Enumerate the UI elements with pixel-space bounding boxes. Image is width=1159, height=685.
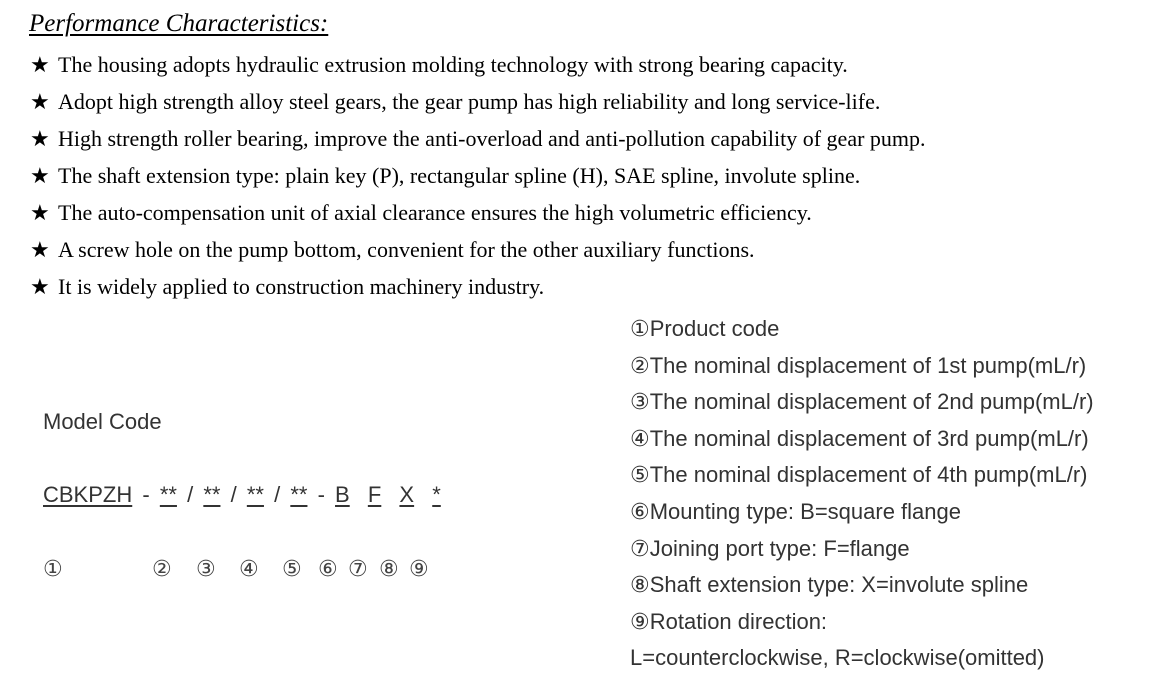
legend-item: ⑧Shaft extension type: X=involute spline xyxy=(630,572,1029,598)
code-slash: / xyxy=(230,482,237,507)
model-code-label: Model Code xyxy=(43,409,162,434)
legend-item: L=counterclockwise, R=clockwise(omitted) xyxy=(630,645,1045,671)
marker-9: ⑨ xyxy=(409,556,429,581)
feature-item xyxy=(30,46,926,83)
feature-list xyxy=(30,46,926,305)
marker-6: ⑥ xyxy=(318,556,338,581)
star-icon: ★ xyxy=(30,200,50,225)
legend-item: ⑨Rotation direction: xyxy=(630,608,828,634)
code-rotation: * xyxy=(432,482,441,507)
marker-3: ③ xyxy=(196,556,216,581)
legend-item: ⑥Mounting type: B=square flange xyxy=(630,498,961,524)
legend-item: ④The nominal displacement of 3rd pump(mL/r) xyxy=(630,425,1089,451)
legend-item: ①Product code xyxy=(630,316,780,341)
feature-text: The auto-compensation unit of axial clearance ensures the high volumetric efficiency. xyxy=(58,200,812,225)
feature-text: The shaft extension type: plain key (P), rectangular spline (H), SAE spline, involute spline. xyxy=(58,163,861,188)
code-dash: - xyxy=(142,482,150,507)
star-icon: ★ xyxy=(30,237,50,262)
legend-item: ③The nominal displacement of 2nd pump(mL/r) xyxy=(630,389,1094,415)
feature-item xyxy=(30,194,926,231)
marker-5: ⑤ xyxy=(282,556,302,581)
code-dash: - xyxy=(317,482,325,507)
legend-item: ⑤The nominal displacement of 4th pump(mL/r) xyxy=(630,462,1088,488)
code-displacement-3: ** xyxy=(246,482,264,507)
feature-item xyxy=(30,83,926,120)
code-displacement-4: ** xyxy=(290,482,308,507)
code-mounting: B xyxy=(335,482,350,507)
code-slash: / xyxy=(274,482,281,507)
feature-text: High strength roller bearing, improve the anti-overload and anti-pollution capability of gear pump. xyxy=(58,126,926,151)
marker-1: ① xyxy=(43,556,63,581)
marker-7: ⑦ xyxy=(348,556,368,581)
code-displacement-1: ** xyxy=(159,482,177,507)
legend-item: ⑦Joining port type: F=flange xyxy=(630,535,910,561)
section-title: Performance Characteristics: xyxy=(29,10,329,37)
marker-2: ② xyxy=(152,556,172,581)
feature-item xyxy=(30,231,926,268)
feature-item xyxy=(30,157,926,194)
code-shaft: X xyxy=(399,482,415,507)
feature-text: It is widely applied to construction machinery industry. xyxy=(58,274,545,299)
feature-item xyxy=(30,120,926,157)
code-product: CBKPZH xyxy=(43,482,133,507)
star-icon: ★ xyxy=(30,89,50,114)
star-icon: ★ xyxy=(30,163,50,188)
code-displacement-2: ** xyxy=(203,482,221,507)
model-code-legend xyxy=(630,311,1094,677)
star-icon: ★ xyxy=(30,274,50,299)
star-icon: ★ xyxy=(30,126,50,151)
model-code-string xyxy=(43,480,441,510)
legend-item: ②The nominal displacement of 1st pump(mL/r) xyxy=(630,352,1087,378)
feature-text: A screw hole on the pump bottom, convenient for the other auxiliary functions. xyxy=(58,237,755,262)
code-port: F xyxy=(367,482,382,507)
star-icon: ★ xyxy=(30,52,50,77)
marker-8: ⑧ xyxy=(379,556,399,581)
feature-text: Adopt high strength alloy steel gears, the gear pump has high reliability and long service-life. xyxy=(58,89,881,114)
code-slash: / xyxy=(187,482,194,507)
marker-4: ④ xyxy=(239,556,259,581)
feature-item xyxy=(30,268,926,305)
feature-text: The housing adopts hydraulic extrusion molding technology with strong bearing capacity. xyxy=(58,52,848,77)
